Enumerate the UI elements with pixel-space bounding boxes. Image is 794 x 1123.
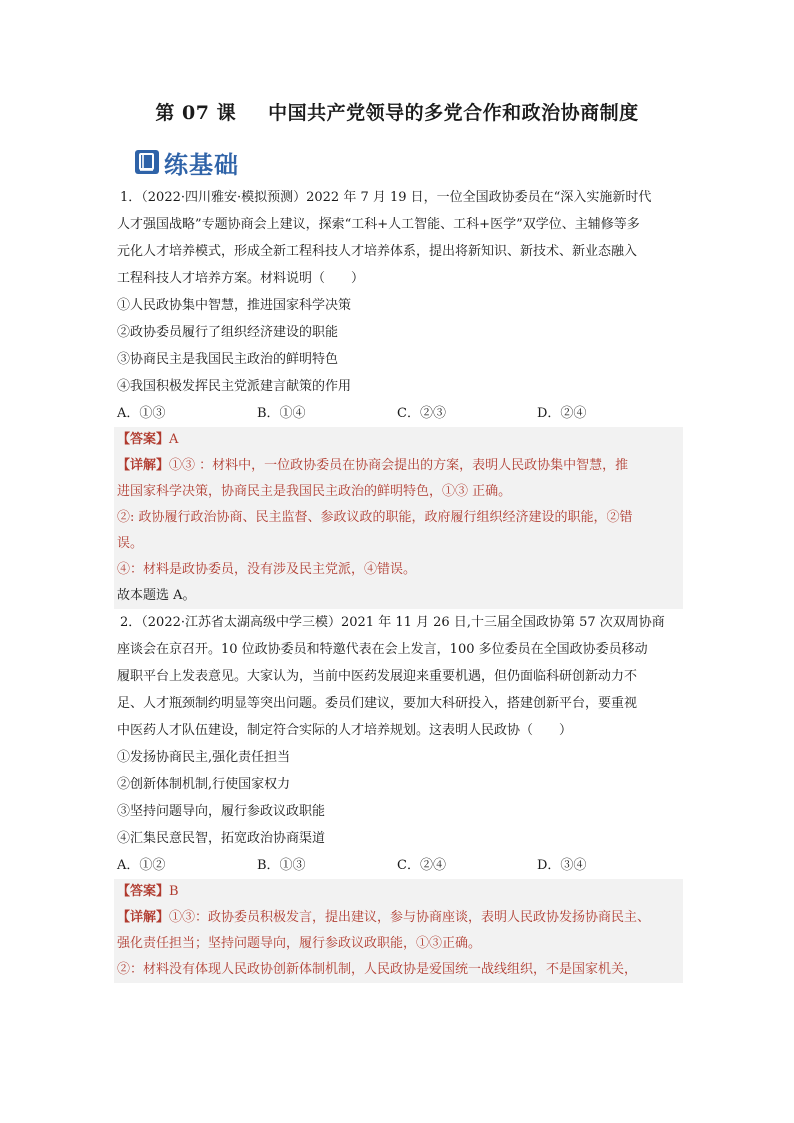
- answer-tag: 【答案】: [117, 884, 170, 899]
- choice-statement: ②创新体制机制,行使国家权力: [117, 777, 291, 792]
- questions: [117, 184, 677, 983]
- detail-line: ②：材料没有体现人民政协创新体制机制，人民政协是爱国统一战线组织，不是国家机关，: [117, 962, 638, 977]
- answer-value: B: [169, 884, 179, 899]
- answer-value: A: [169, 432, 179, 447]
- answer-line: [117, 879, 680, 905]
- question-stem-line: 履职平台上发表意见。大家认为，当前中医药发展迎来重要机遇，但仍面临科研创新动力不: [117, 669, 638, 684]
- choice-statement: ④我国积极发挥民主党派建言献策的作用: [117, 379, 352, 394]
- option-c[interactable]: C．②③: [397, 406, 446, 421]
- answer-options: [117, 400, 677, 427]
- section-header: [134, 144, 239, 180]
- detail-line: 进国家科学决策，协商民主是我国民主政治的鲜明特色，①③ 正确。: [117, 484, 512, 499]
- detail-tag: 【详解】: [117, 458, 170, 473]
- option-a[interactable]: A．①③: [117, 406, 166, 421]
- book-icon: [134, 149, 160, 175]
- choice-statement: ①人民政协集中智慧，推进国家科学决策: [117, 298, 352, 313]
- detail-tag: 【详解】: [117, 910, 170, 925]
- conclusion-line: 故本题选 A。: [117, 588, 196, 603]
- detail-line: ②: 政协履行政治协商、民主监督、参政议政的职能，政府履行组织经济建设的职能，②错: [117, 510, 633, 525]
- choice-statement: ③协商民主是我国民主政治的鲜明特色: [117, 352, 339, 367]
- choice-statement: ③坚持问题导向，履行参政议政职能: [117, 804, 326, 819]
- answer-explanation: [114, 427, 683, 609]
- question-stem-line: 元化人才培养模式，形成全新工程科技人才培养体系，提出将新知识、新技术、新业态融入: [117, 244, 638, 259]
- option-a[interactable]: A．①②: [117, 858, 166, 873]
- question-2: [117, 609, 677, 983]
- question-stem-line: 座谈会在京召开。10 位政协委员和特邀代表在会上发言，100 多位委员在全国政协委员移动: [117, 642, 648, 657]
- question-1: [117, 184, 677, 609]
- detail-line: ④：材料是政协委员，没有涉及民主党派，④错误。: [117, 562, 417, 577]
- question-stem-line: 足、人才瓶颈制约明显等突出问题。委员们建议，要加大科研投入，搭建创新平台，要重视: [117, 696, 638, 711]
- choice-statement: ①发扬协商民主,强化责任担当: [117, 750, 291, 765]
- question-stem-line: 工程科技人才培养方案。材料说明（ ）: [117, 271, 365, 286]
- option-c[interactable]: C．②④: [397, 858, 446, 873]
- question-stem-line: 1．（2022·四川雅安·模拟预测）2022 年 7 月 19 日，一位全国政协委员在“深入实施新时代: [120, 190, 652, 205]
- answer-explanation: [114, 879, 683, 983]
- option-b[interactable]: B．①④: [257, 406, 306, 421]
- option-b[interactable]: B．①③: [257, 858, 306, 873]
- answer-options: [117, 852, 677, 879]
- lesson-name: 中国共产党领导的多党合作和政治协商制度: [268, 102, 639, 124]
- detail-line: 强化责任担当；坚持问题导向，履行参政议政职能，①③正确。: [117, 936, 482, 951]
- option-d[interactable]: D．③④: [537, 858, 587, 873]
- answer-line: [117, 427, 680, 453]
- question-stem-line: 中医药人才队伍建设，制定符合实际的人才培养规划。这表明人民政协（ ）: [117, 723, 573, 738]
- detail-line: 【详解】①③ ：材料中，一位政协委员在协商会提出的方案，表明人民政协集中智慧，推: [117, 458, 629, 473]
- page-title: [0, 98, 794, 125]
- choice-statement: ②政协委员履行了组织经济建设的职能: [117, 325, 339, 340]
- question-stem-line: 2．（2022·江苏省太湖高级中学三模）2021 年 11 月 26 日,十三届全国政协第 57 次双周协商: [120, 615, 665, 630]
- section-title: 练基础: [164, 150, 239, 179]
- detail-line: 误。: [117, 536, 144, 551]
- option-d[interactable]: D．②④: [537, 406, 587, 421]
- choice-statement: ④汇集民意民智，拓宽政治协商渠道: [117, 831, 326, 846]
- lesson-number: 第 07 课: [155, 102, 237, 124]
- answer-tag: 【答案】: [117, 432, 170, 447]
- detail-line: 【详解】①③：政协委员积极发言，提出建议，参与协商座谈，表明人民政协发扬协商民主、: [117, 910, 651, 925]
- question-stem-line: 人才强国战略”专题协商会上建议，探索“工科+人工智能、工科+医学”双学位、主辅修等多: [117, 217, 640, 232]
